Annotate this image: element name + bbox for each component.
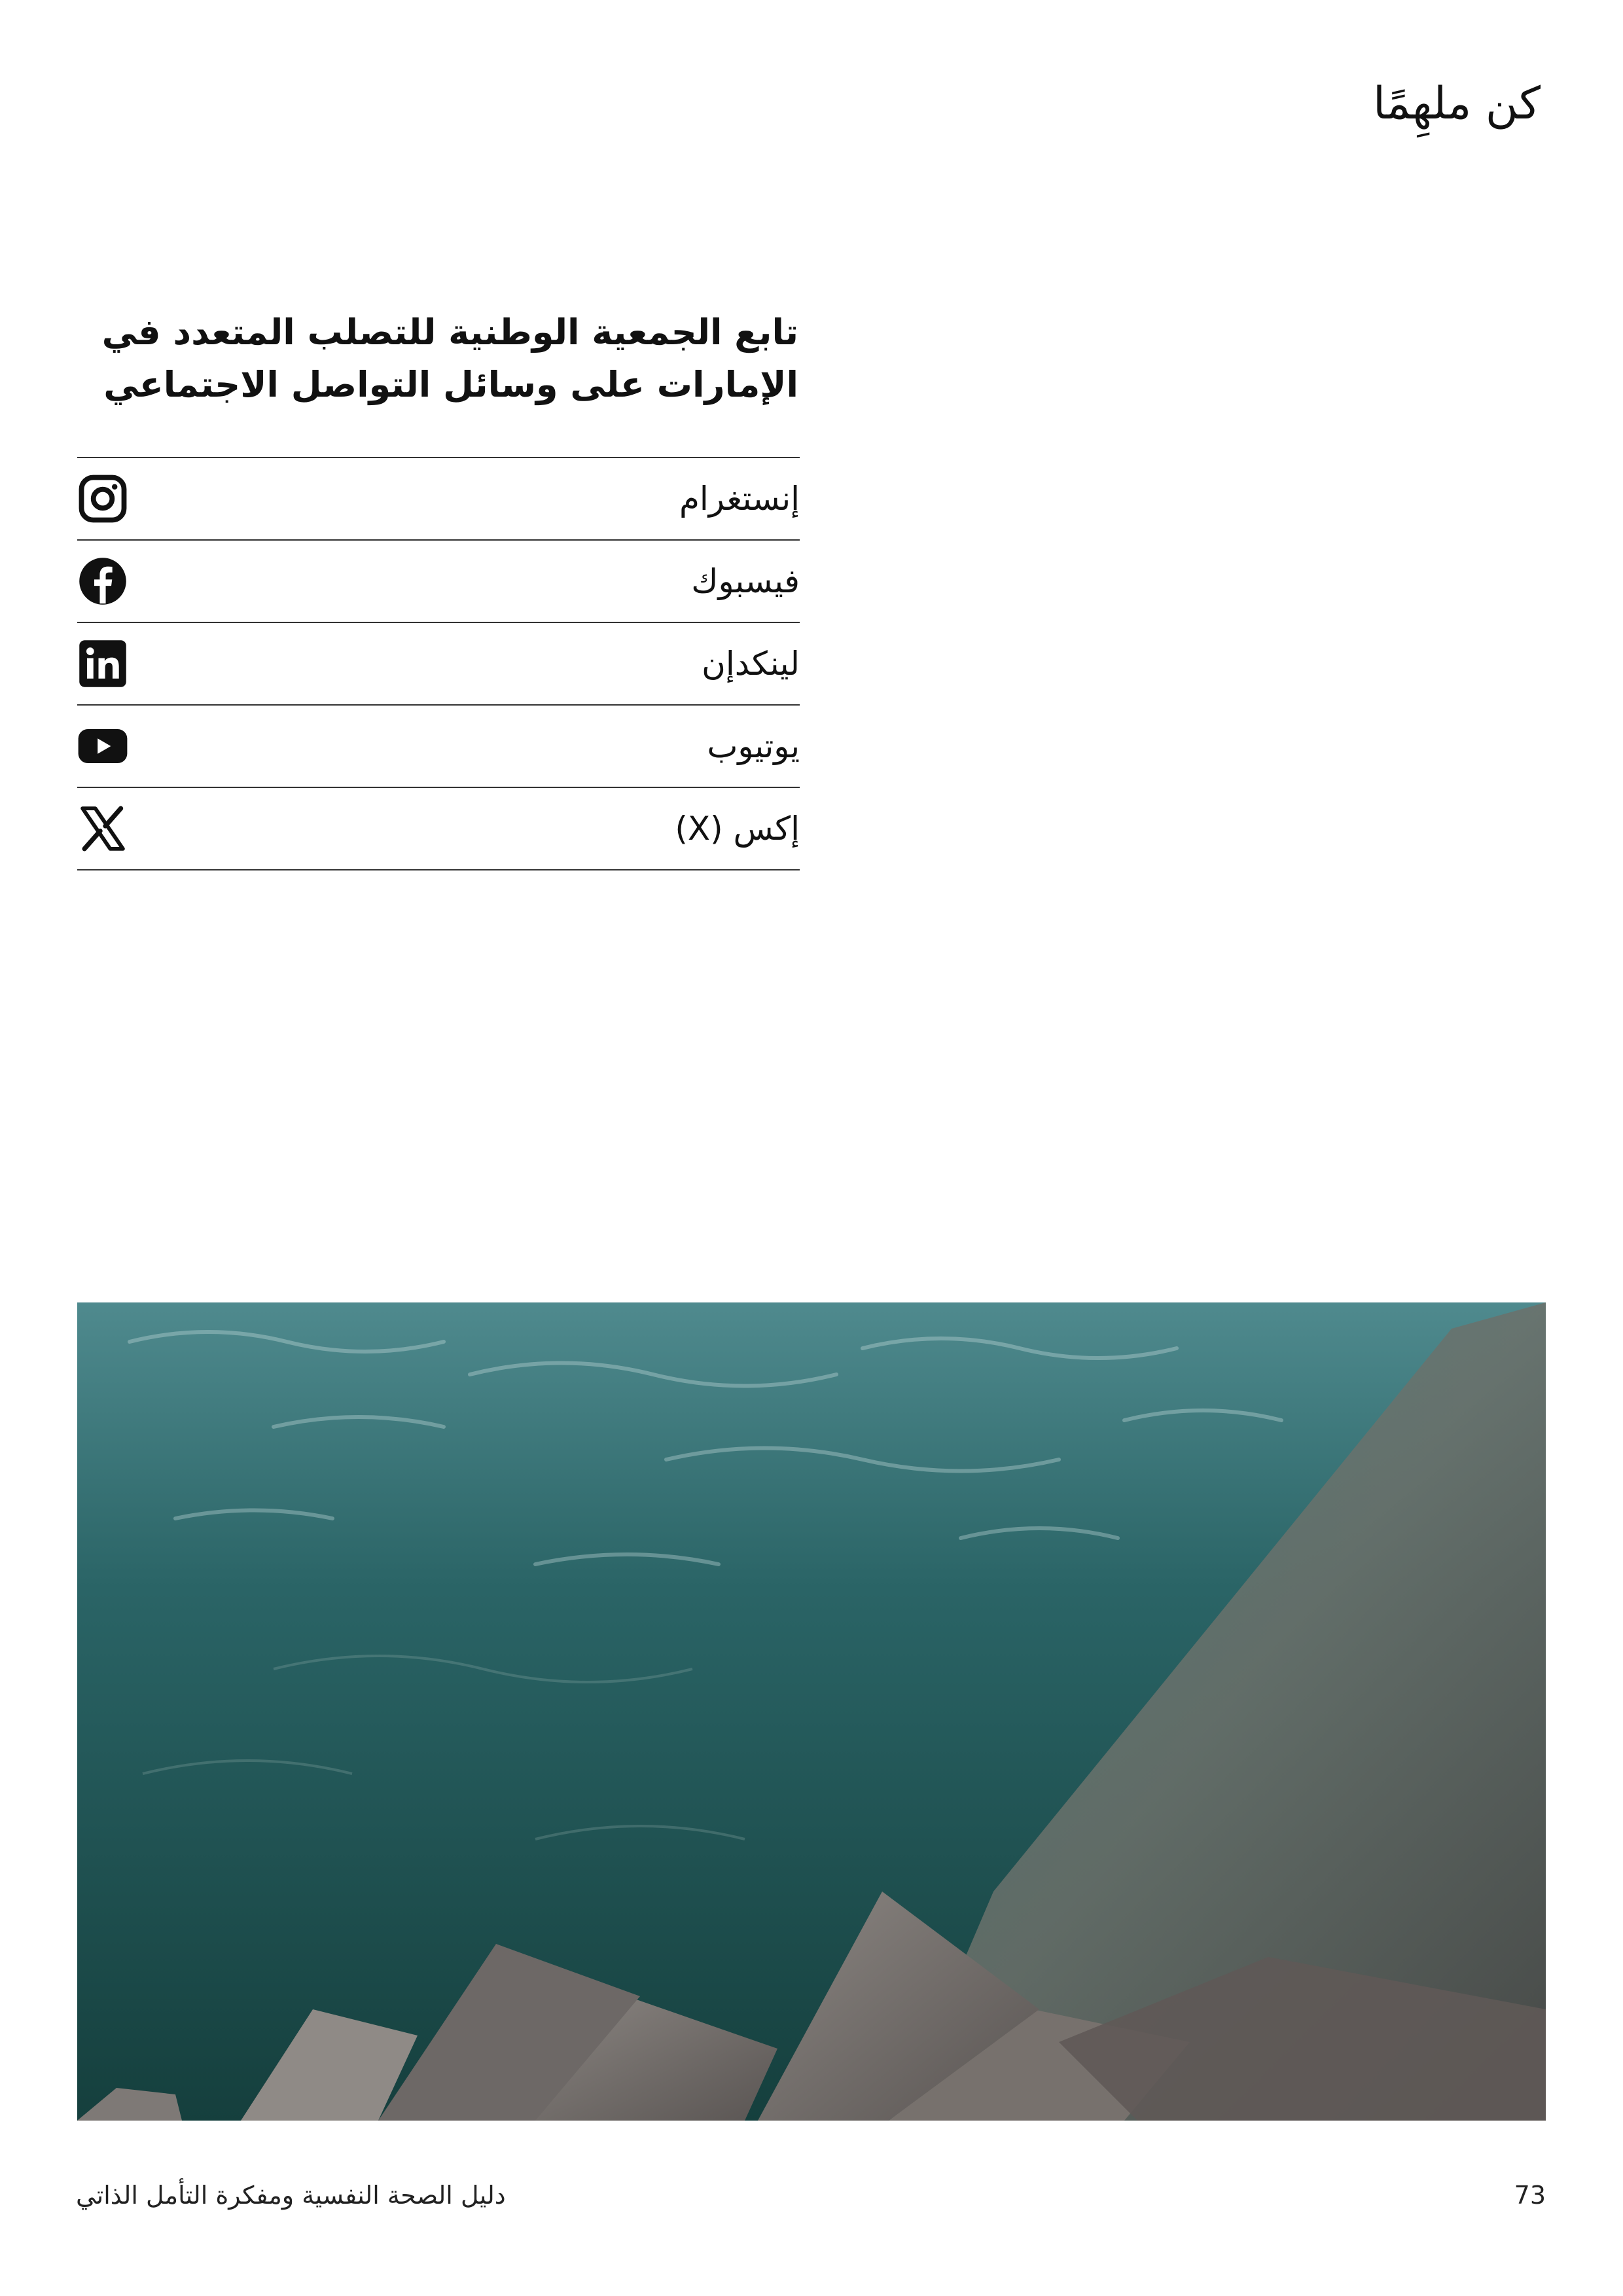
social-label-youtube: يوتيوب <box>707 727 800 765</box>
social-heading <box>46 306 798 411</box>
social-link-facebook[interactable] <box>77 541 800 623</box>
social-links-list <box>77 457 800 870</box>
social-link-youtube[interactable] <box>77 706 800 788</box>
social-label-x: إكس (X) <box>675 810 800 848</box>
social-label-instagram: إنستغرام <box>679 480 800 518</box>
social-label-linkedin: لينكدإن <box>702 645 800 683</box>
facebook-icon <box>77 556 128 607</box>
youtube-icon <box>77 721 128 772</box>
footer-document-title: دليل الصحة النفسية ومفكرة التأمل الذاتي <box>76 2181 506 2210</box>
linkedin-icon <box>77 638 128 689</box>
social-link-instagram[interactable] <box>77 458 800 541</box>
social-link-x[interactable] <box>77 788 800 870</box>
social-label-facebook: فيسبوك <box>691 562 800 600</box>
sea-steps-photo <box>77 1302 1546 2121</box>
social-link-linkedin[interactable] <box>77 623 800 706</box>
page-title: كن ملهِمًا <box>1372 78 1541 130</box>
x-icon <box>77 803 128 854</box>
instagram-icon <box>77 473 128 524</box>
social-heading-line-2: الإمارات على وسائل التواصل الاجتماعي <box>103 363 798 405</box>
page-number: 73 <box>1514 2181 1546 2210</box>
social-heading-line-1: تابع الجمعية الوطنية للتصلب المتعدد في <box>101 312 798 353</box>
